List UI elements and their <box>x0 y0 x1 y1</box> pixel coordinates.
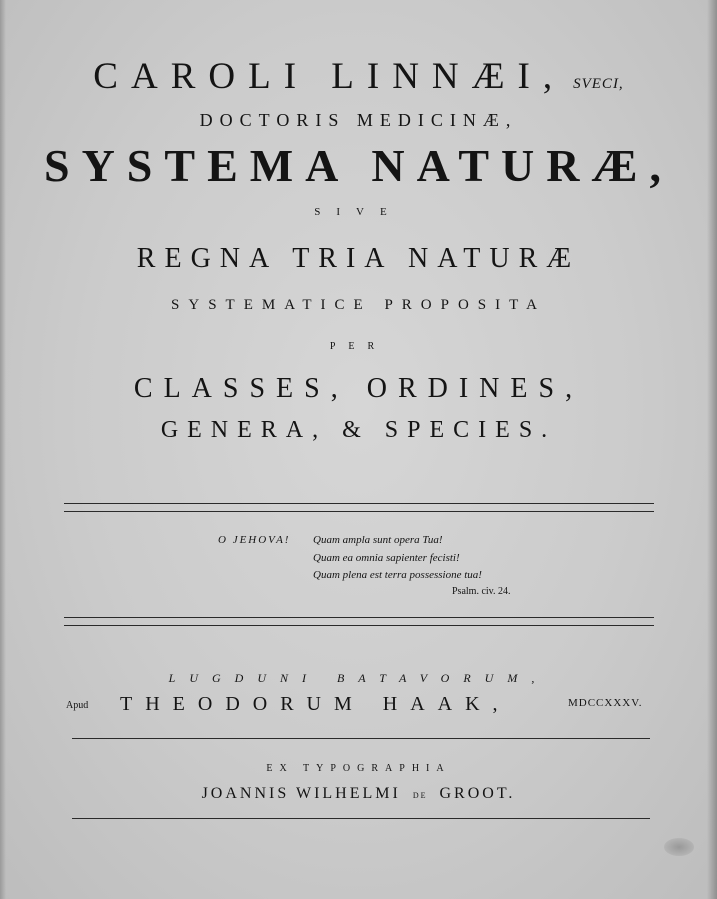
epigraph-citation: Psalm. civ. 24. <box>452 586 511 597</box>
author-line <box>0 58 717 95</box>
main-title: SYSTEMA NATURÆ, <box>44 140 673 191</box>
epigraph-invocation: O JEHOVA! <box>218 534 291 546</box>
rule-double-bottom-b <box>64 625 654 626</box>
imprint-place: LUGDUNI BATAVORUM, <box>168 671 549 685</box>
rule-imprint <box>72 738 650 739</box>
epigraph-line-3: Quam plena est terra possessione tua! <box>313 569 482 581</box>
connector-per: PER <box>329 341 388 352</box>
subtitle: REGNA TRIA NATURÆ <box>136 243 581 274</box>
rule-double-top-a <box>64 503 654 504</box>
author-nation: SVECI, <box>573 76 624 92</box>
printer-line <box>0 786 717 802</box>
printer-first: JOANNIS WILHELMI <box>201 785 401 802</box>
rule-bottom <box>72 818 650 819</box>
ex-typographia: EX TYPOGRAPHIA <box>266 763 451 774</box>
classification-line-1: CLASSES, ORDINES, <box>133 373 584 404</box>
author-degree: DOCTORIS MEDICINÆ, <box>199 110 518 130</box>
rule-double-bottom-a <box>64 617 654 618</box>
epigraph-line-2: Quam ea omnia sapienter fecisti! <box>313 552 460 564</box>
author-name: CAROLI LINNÆI, <box>93 56 566 97</box>
imprint-publisher: THEODORUM HAAK, <box>120 693 511 715</box>
printer-last: GROOT. <box>439 785 516 802</box>
printer-de: DE <box>412 791 428 800</box>
subtitle-2: SYSTEMATICE PROPOSITA <box>171 297 546 313</box>
rule-double-top-b <box>64 511 654 512</box>
connector-sive: SIVE <box>314 206 403 218</box>
classification-line-2: GENERA, & SPECIES. <box>160 417 557 443</box>
imprint-year: MDCCXXXV. <box>568 697 643 709</box>
paper-smudge <box>664 838 694 856</box>
imprint-apud: Apud <box>66 700 89 711</box>
epigraph-line-1: Quam ampla sunt opera Tua! <box>313 534 443 546</box>
